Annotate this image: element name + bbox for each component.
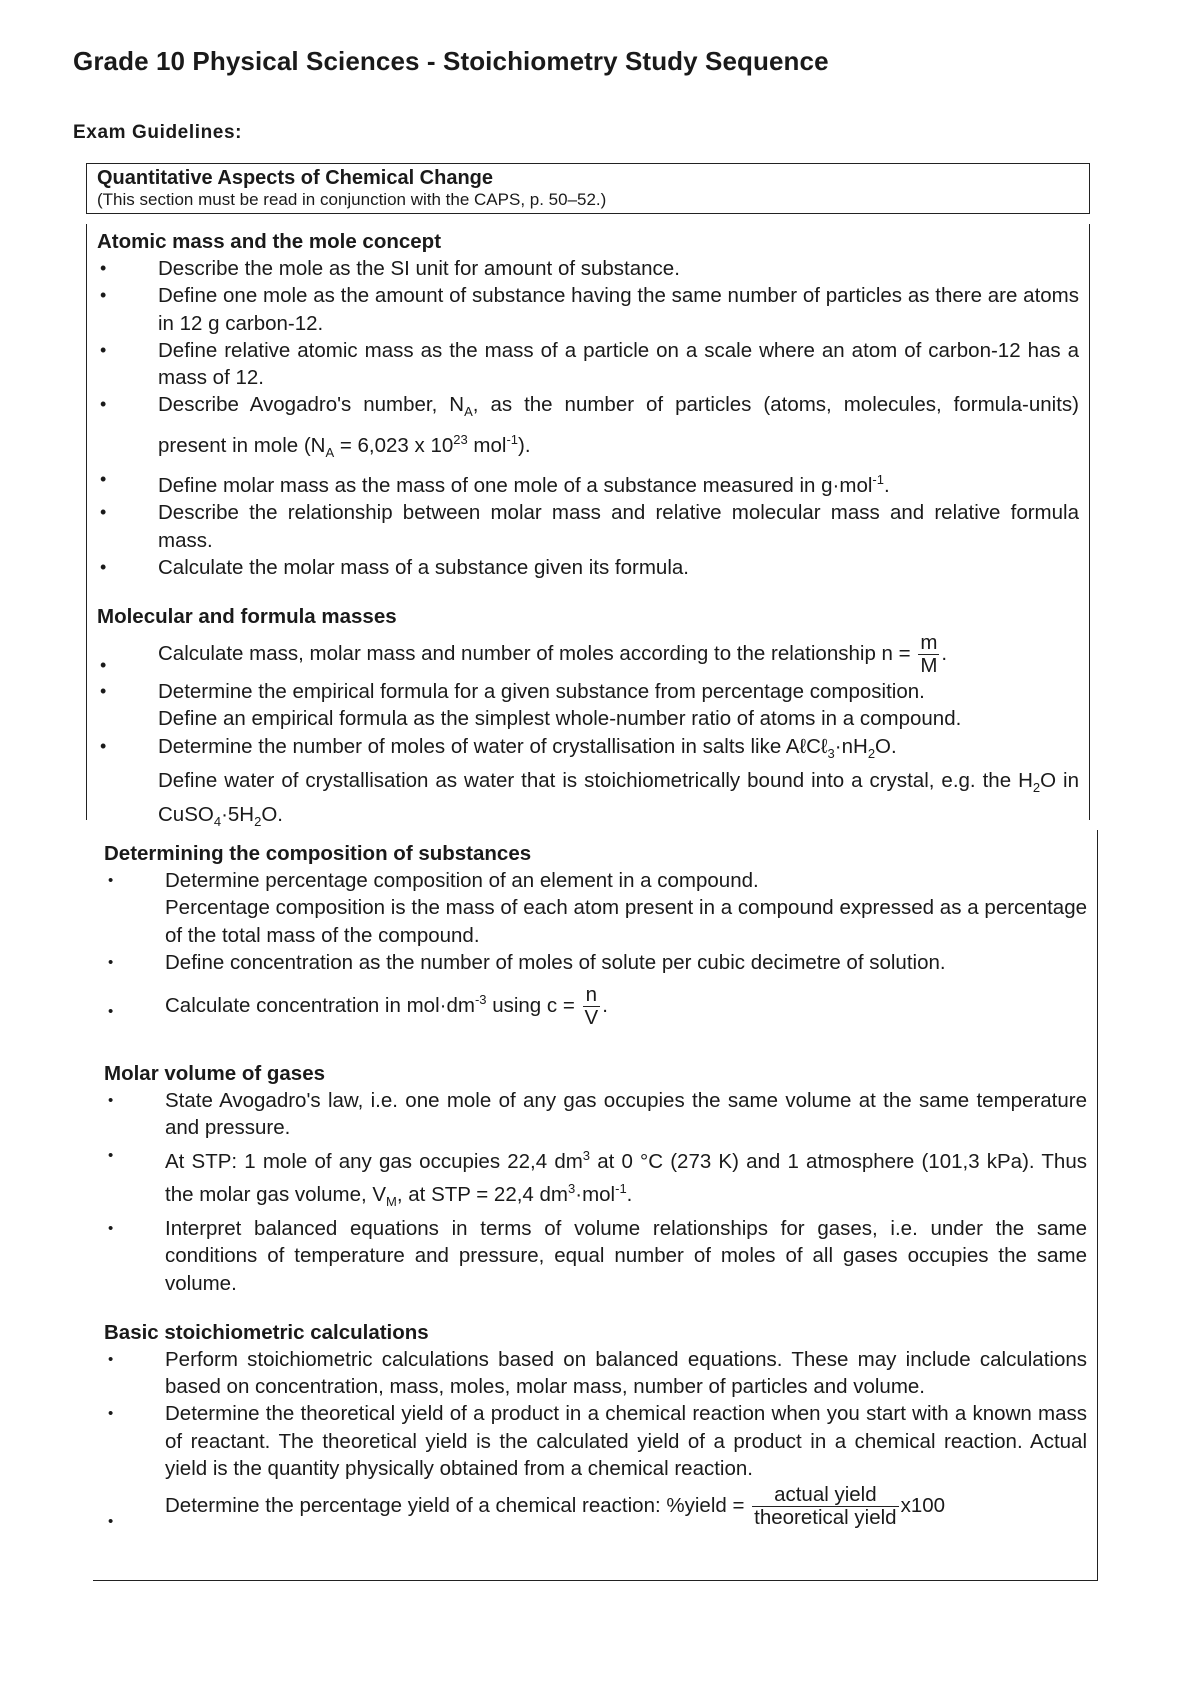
molar-volume-list (104, 1087, 1087, 1297)
section-title-molar-volume: Molar volume of gases (104, 1062, 326, 1086)
guidelines-box-2 (93, 830, 1098, 1581)
section-title-composition: Determining the composition of substances (104, 842, 532, 865)
list-item: • Determine the empirical formula for a given substance from percentage composition. Define an empirical formula as the simplest whole-number ratio of atoms in a compound. (100, 680, 962, 731)
list-item: • Describe Avogadro's number, $N_A$, as the number of particles (atoms, molecules, formula-units) present in mole ($N_A = 6,023$ x $10^{23}$ mol$^{-1}$). (100, 393, 1079, 460)
guidelines-box-1 (86, 224, 1090, 830)
bullet-icon: • (108, 1146, 114, 1164)
page-title: Grade 10 Physical Sciences - Stoichiometry Study Sequence (73, 46, 829, 76)
list-item: • Determine the percentage yield of a chemical reaction: %yield = $\frac{\text{actual yield}}{\text{theoretical yield}}$ x100 (104, 1482, 1087, 1530)
section-title-atomic-mass: Atomic mass and the mole concept (97, 230, 442, 253)
composition-list (104, 867, 1087, 1030)
fraction-m-over-M: $\frac{m}{M}$ (920, 630, 938, 678)
bullet-icon: • (108, 953, 114, 971)
list-item: • Describe the relationship between molar mass and relative molecular mass and relative formula mass. (100, 501, 1079, 552)
section-header-box (86, 163, 1090, 214)
bullet-icon: • (100, 735, 107, 756)
atomic-mass-list (97, 255, 1079, 581)
bullet-icon: • (108, 872, 114, 889)
list-item: • Calculate concentration in $mol\cdot dm^{-3}$ using c = $\frac{n}{V}$ . (104, 976, 1087, 1030)
list-item: • Determine percentage composition of an element in a compound. Percentage composition is the mass of each atom present in a compound expressed as a percentage of the total mass of the compound. (108, 869, 1087, 947)
basic-stoichiometry-list (104, 1346, 1087, 1530)
spacer (104, 1030, 1087, 1060)
list-item: • Perform stoichiometric calculations based on balanced equations. These may include calculations based on concentration, mass, moles, molar mass, number of particles and volume. (108, 1347, 1087, 1399)
bullet-icon: • (100, 556, 107, 577)
list-item: • At STP: 1 mole of any gas occupies 22,4 $dm^3$ at 0 °C (273 K) and 1 atmosphere (101,3 kPa). Thus the molar gas volume, $V_M$, at STP = 22,4 $dm^3\cdot mol^{-1}$. (104, 1142, 1087, 1215)
list-item: • Define concentration as the number of moles of solute per cubic decimetre of solution. (104, 949, 1087, 976)
list-item: • Interpret balanced equations in terms of volume relationships for gases, i.e. under the same conditions of temperature and pressure, equal number of moles of all gases occupies the same volume. (108, 1216, 1087, 1295)
list-item: • Define one mole as the amount of substance having the same number of particles as there are atoms in 12 g carbon-12. (100, 284, 1079, 335)
list-item: • Determine the theoretical yield of a product in a chemical reaction when you start with a known mass of reactant. The theoretical yield is the calculated yield of a product in a chemical reaction. Actual yield is the quantity physically obtained from a chemical reaction. (108, 1402, 1087, 1481)
bullet-icon: • (100, 502, 107, 523)
bullet-icon: • (100, 681, 107, 702)
bullet-icon: • (108, 1350, 114, 1368)
list-item: • Calculate the molar mass of a substance given its formula. (97, 554, 1079, 581)
bullet-icon: • (108, 1405, 114, 1423)
list-item: • Define relative atomic mass as the mass of a particle on a scale where an atom of carbon-12 has a mass of 12. (100, 338, 1079, 390)
spacer (104, 1297, 1087, 1319)
list-item: • Determine the number of moles of water of crystallisation in salts like $A\ell C\ell_3\cdot nH_2O$. Define water of crystallisation as water that is stoichiometrically bound into a crystal, e.g. the $H_2O$ in $CuSO_4\cdot 5H_2O$. (100, 734, 1079, 830)
header-subtitle: (This section must be read in conjunction with the CAPS, p. 50–52.) (97, 190, 607, 209)
molecular-mass-list (97, 630, 1079, 836)
bullet-icon: • (108, 1003, 114, 1021)
list-item: • State Avogadro's law, i.e. one mole of any gas occupies the same volume at the same temperature and pressure. (108, 1089, 1087, 1140)
bullet-icon: • (108, 1513, 114, 1531)
list-item: • Describe the mole as the SI unit for amount of substance. (97, 255, 1079, 282)
spacer (97, 581, 1079, 603)
fraction-n-over-V: $\frac{n}{V}$ (584, 982, 599, 1030)
bullet-icon: • (108, 1092, 114, 1110)
fraction-percent-yield: $\frac{\text{actual yield}}{\text{theoretical yield}}$ (754, 1482, 897, 1530)
list-item: • Calculate mass, molar mass and number of moles according to the relationship n = $\frac{m}{M}$ . (97, 630, 1079, 678)
list-item: • Define molar mass as the mass of one mole of a substance measured in g·mol$^{-1}$. (97, 466, 1079, 499)
section-title-molecular-masses: Molecular and formula masses (97, 605, 397, 629)
bullet-icon: • (108, 1219, 114, 1237)
header-title: Quantitative Aspects of Chemical Change (97, 167, 494, 189)
bullet-icon: • (100, 655, 107, 676)
bullet-icon: • (100, 339, 107, 360)
bullet-icon: • (100, 285, 107, 306)
bullet-icon: • (100, 258, 107, 278)
exam-guidelines-label: Exam Guidelines: (73, 122, 243, 143)
bullet-icon: • (100, 394, 107, 415)
section-title-basic-stoichiometry: Basic stoichiometric calculations (104, 1320, 429, 1344)
bullet-icon: • (100, 469, 107, 490)
